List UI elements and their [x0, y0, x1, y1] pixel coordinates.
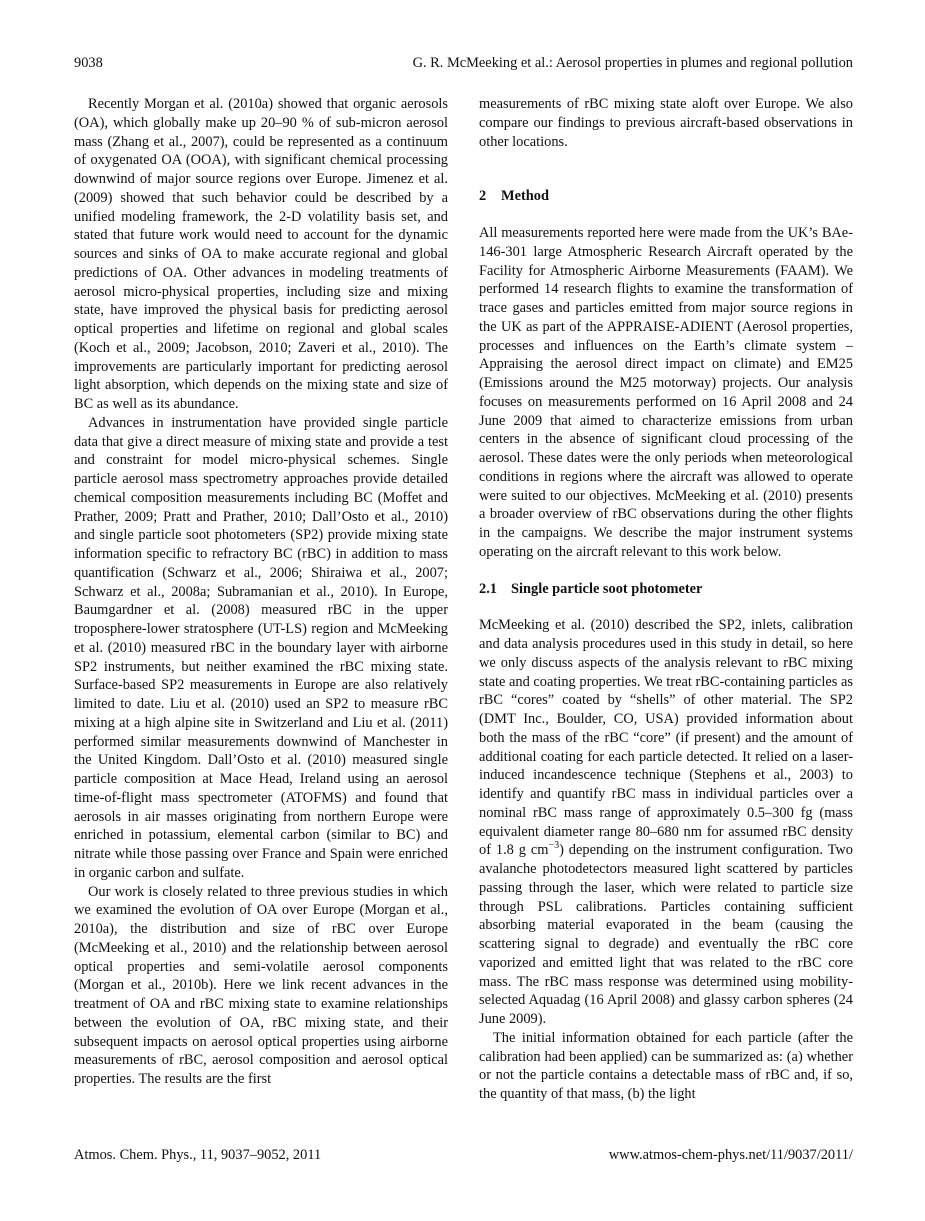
- right-column: [479, 95, 853, 1104]
- density-exponent: −3: [548, 840, 560, 852]
- left-column: [74, 95, 448, 1089]
- section-title: Method: [501, 188, 549, 205]
- sp2-text-part1: McMeeking et al. (2010) described the SP2, inlets, calibration and data analysis procedures used in this study in detail, so here we only discuss aspects of the analysis relevant to rBC mixing state and coating properties. We treat rBC-containing particles as rBC “cores” coated by “shells” of other material. The SP2 (DMT Inc., Boulder, CO, USA) provided information about both the mass of the rBC “core” (if present) and the amount of additional coating for each particle detected. It relied on a laser-induced incandescence technique (Stephens et al., 2003) to identify and quantify rBC mass in individual particles over a nominal rBC mass range of approximately 0.5–300 fg (mass equivalent diameter range 80–680 nm for assumed rBC density of 1.8 g cm: [479, 617, 853, 859]
- page-footer: [74, 1147, 853, 1165]
- page-number: 9038: [74, 55, 103, 71]
- section-number: 2: [479, 188, 487, 205]
- paragraph-oa-intro: Recently Morgan et al. (2010a) showed that organic aerosols (OA), which globally make up 20–90 % of sub-micron aerosol mass (Zhang et al., 2007), could be represented as a continuum of oxygenated OA (OOA), with significant chemical processing downwind of major source regions over Europe. Jimenez et al. (2009) showed that such behavior could be described by a unified modeling framework, the 2-D volatility basis set, and stated that future work would need to account for the dynamic sources and sinks of OA to make accurate regional and global predictions of OA. Other advances in modeling treatments of aerosol micro-physical properties, including size and mixing state, have improved the physical basis for predicting aerosol optical properties and lifetime on regional and global scales (Koch et al., 2009; Jacobson, 2010; Zaveri et al., 2010). The improvements are particularly important for predicting aerosol light absorption, which depends on the mixing state and size of BC as well as its abundance.: [74, 96, 448, 412]
- paragraph-instrumentation: Advances in instrumentation have provided single particle data that give a direct measure of mixing state and provide a test and constraint for model micro-physical schemes. Single particle aerosol mass spectrometry approaches provide detailed chemical composition measurements including BC (Moffet and Prather, 2009; Pratt and Prather, 2010; Dall’Osto et al., 2010) and single particle soot photometers (SP2) provide mixing state information specific to refractory BC (rBC) in addition to mass quantification (Schwarz et al., 2006; Shiraiwa et al., 2007; Schwarz et al., 2008a; Subramanian et al., 2010). In Europe, Baumgardner et al. (2008) measured rBC in the upper troposphere-lower stratosphere (UT-LS) region and McMeeking et al. (2010) measured rBC in the boundary layer with airborne SP2 instruments, but neither examined the rBC mixing state. Surface-based SP2 measurements in Europe are also relatively limited to date. Liu et al. (2010) used an SP2 to measure rBC mixing at a high alpine site in Switzerland and Liu et al. (2011) performed similar measurements downwind of Manchester in the United Kingdom. Dall’Osto et al. (2010) measured single particle composition at Mace Head, Ireland using an aerosol time-of-flight mass spectrometer (ATOFMS) and found that aerosols in air masses originating from northern Europe were enriched in potassium, elemental carbon (similar to BC) and nitrate while those passing over France and Spain were enriched in organic carbon and sulfate.: [74, 414, 448, 881]
- subsection-number: 2.1: [479, 580, 497, 597]
- paragraph-continuation: measurements of rBC mixing state aloft over Europe. We also compare our findings to previous aircraft-based observations in other locations.: [479, 96, 853, 150]
- paragraph-initial-information: The initial information obtained for each particle (after the calibration had been applied) can be summarized as: (a) whether or not the particle contains a detectable mass of rBC and, if so, the quantity of that mass, (b) the light: [479, 1029, 853, 1102]
- paragraph-method: All measurements reported here were made from the UK’s BAe-146-301 large Atmospheric Research Aircraft operated by the Facility for Atmospheric Airborne Measurements (FAAM). We performed 14 research flights to examine the transformation of trace gases and particles emitted from major source regions in the UK as part of the APPRAISE-ADIENT (Aerosol properties, processes and influences on the Earth’s climate system – Appraising the aerosol direct impact on climate) and EM25 (Emissions around the M25 motorway) projects. Our analysis focuses on measurements performed on 16 April 2008 and 24 June 2009 that aimed to characterize emissions from urban centers in the absence of significant cloud processing of the aerosol. These dates were the only periods when meteorological conditions in regions where the aircraft was allowed to operate were suited to our objectives. McMeeking et al. (2010) presents a broader overview of rBC observations during the other flights in the campaigns. We describe the major instrument systems operating on the aircraft relevant to this work below.: [479, 225, 853, 560]
- subsection-title: Single particle soot photometer: [511, 580, 703, 597]
- section-heading-method: [479, 187, 853, 206]
- journal-citation: Atmos. Chem. Phys., 11, 9037–9052, 2011: [74, 1147, 322, 1163]
- sp2-text-part2: ) depending on the instrument configuration. Two avalanche photodetectors measured light scattered by particles passing through the laser, which were related to particle size through PSL calibrations. Particles containing sufficient absorbing material evaporated in the beam (causing the scattering signal to degrade) and eventually the rBC core vaporized and emitted light that was related to the rBC core mass. The rBC mass response was determined using mobility-selected Aquadag (16 April 2008) and glassy carbon spheres (24 June 2009).: [479, 842, 853, 1027]
- page-header: [74, 55, 853, 73]
- journal-url[interactable]: www.atmos-chem-phys.net/11/9037/2011/: [608, 1147, 853, 1163]
- running-title: G. R. McMeeking et al.: Aerosol properties in plumes and regional pollution: [412, 55, 853, 71]
- paragraph-related-work: Our work is closely related to three previous studies in which we examined the evolution of OA over Europe (Morgan et al., 2010a), the distribution and size of rBC over Europe (McMeeking et al., 2010) and the relationship between aerosol optical properties and semi-volatile aerosol components (Morgan et al., 2010b). Here we link recent advances in the treatment of OA and rBC mixing state to examine relationships between the evolution of OA, rBC mixing state, and their subsequent impacts on aerosol optical properties using airborne measurements of rBC, aerosol composition and aerosol optical properties. The results are the first: [74, 883, 448, 1087]
- paragraph-sp2-description: [479, 616, 853, 1029]
- subsection-heading-sp2: [479, 580, 853, 599]
